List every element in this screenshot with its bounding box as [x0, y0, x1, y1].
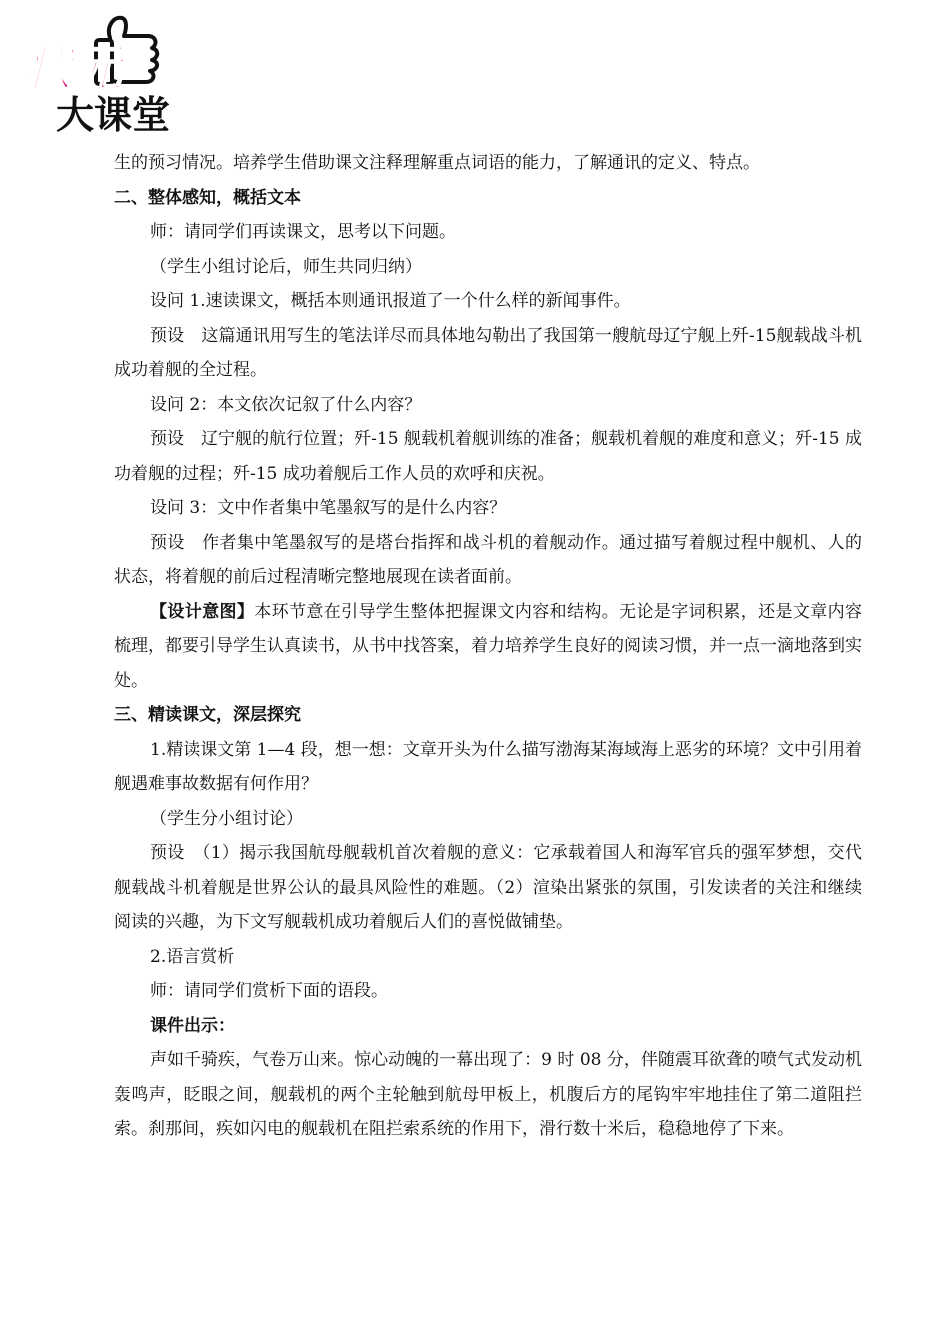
paragraph: 师：请同学们再读课文，思考以下问题。 — [150, 222, 456, 242]
paragraph: （学生小组讨论后，师生共同归纳） — [150, 256, 422, 277]
answer-task-1: 预设 （1）揭示我国航母舰载机首次着舰的意义：它承载着国人和海军官兵的强军梦想，交代舰载战斗机着舰是世界公认的最具风险性的难题。（2）渲染出紧张的氛围，引发读者的关注和继续阅读的兴趣，为下文写舰载机成功着舰后人们的喜悦做铺垫。 — [114, 843, 862, 932]
design-intent-label: 【设计意图】 — [150, 601, 255, 622]
task-2: 2.语言赏析 — [150, 946, 235, 967]
logo-line2: 大课堂 — [56, 93, 171, 136]
section-heading-2: 二、整体感知，概括文本 — [114, 187, 301, 208]
design-intent-text: 本环节意在引导学生整体把握课文内容和结构。无论是字词积累，还是文章内容梳理，都要引导学生认真读书，从书中找答案，着力培养学生良好的阅读习惯，并一点一滴地落到实处。 — [114, 601, 862, 691]
quoted-passage: 声如千骑疾，气卷万山来。惊心动魄的一幕出现了：9 时 08 分，伴随震耳欲聋的喷气式发动机轰鸣声，眨眼之间，舰载机的两个主轮触到航母甲板上，机腹后方的尾钩牢牢地挂住了第二道阻拦索。刹那间，疾如闪电的舰载机在阻拦索系统的作用下，滑行数十米后，稳稳地停了下来。 — [114, 1050, 862, 1139]
section-heading-3: 三、精读课文，深层探究 — [114, 705, 301, 725]
task-1: 1.精读课文第 1—4 段，想一想：文章开头为什么描写渤海某海域海上恶劣的环境？文中引用着舰遇难事故数据有何作用？ — [114, 739, 862, 794]
paragraph-continued: 生的预习情况。培养学生借助课文注释理解重点词语的能力，了解通讯的定义、特点。 — [114, 153, 760, 173]
courseware-label: 课件出示： — [150, 1015, 235, 1036]
answer-3: 预设 作者集中笔墨叙写的是塔台指挥和战斗机的着舰动作。通过描写着舰过程中舰机、人的状态，将着舰的前后过程清晰完整地展现在读者面前。 — [114, 532, 862, 587]
question-2: 设问 2：本文依次记叙了什么内容？ — [150, 394, 422, 415]
answer-2: 预设 辽宁舰的航行位置；歼-15 舰载机着舰训练的准备；舰载机着舰的难度和意义；歼-15 成功着舰的过程；歼-15 成功着舰后工作人员的欢呼和庆祝。 — [114, 429, 862, 484]
paragraph: 师：请同学们赏析下面的语段。 — [150, 981, 388, 1001]
paragraph: （学生分小组讨论） — [150, 808, 303, 829]
logo-line1: 状元 — [22, 40, 122, 98]
design-intent — [114, 595, 862, 699]
question-3: 设问 3：文中作者集中笔墨叙写的是什么内容？ — [150, 498, 507, 518]
answer-1: 预设 这篇通讯用写生的笔法详尽而具体地勾勒出了我国第一艘航母辽宁舰上歼-15舰载战斗机成功着舰的全过程。 — [114, 325, 862, 380]
question-1: 设问 1.速读课文，概括本则通讯报道了一个什么样的新闻事件。 — [150, 291, 631, 311]
brand-logo — [14, 8, 194, 136]
document-body — [114, 146, 862, 1147]
